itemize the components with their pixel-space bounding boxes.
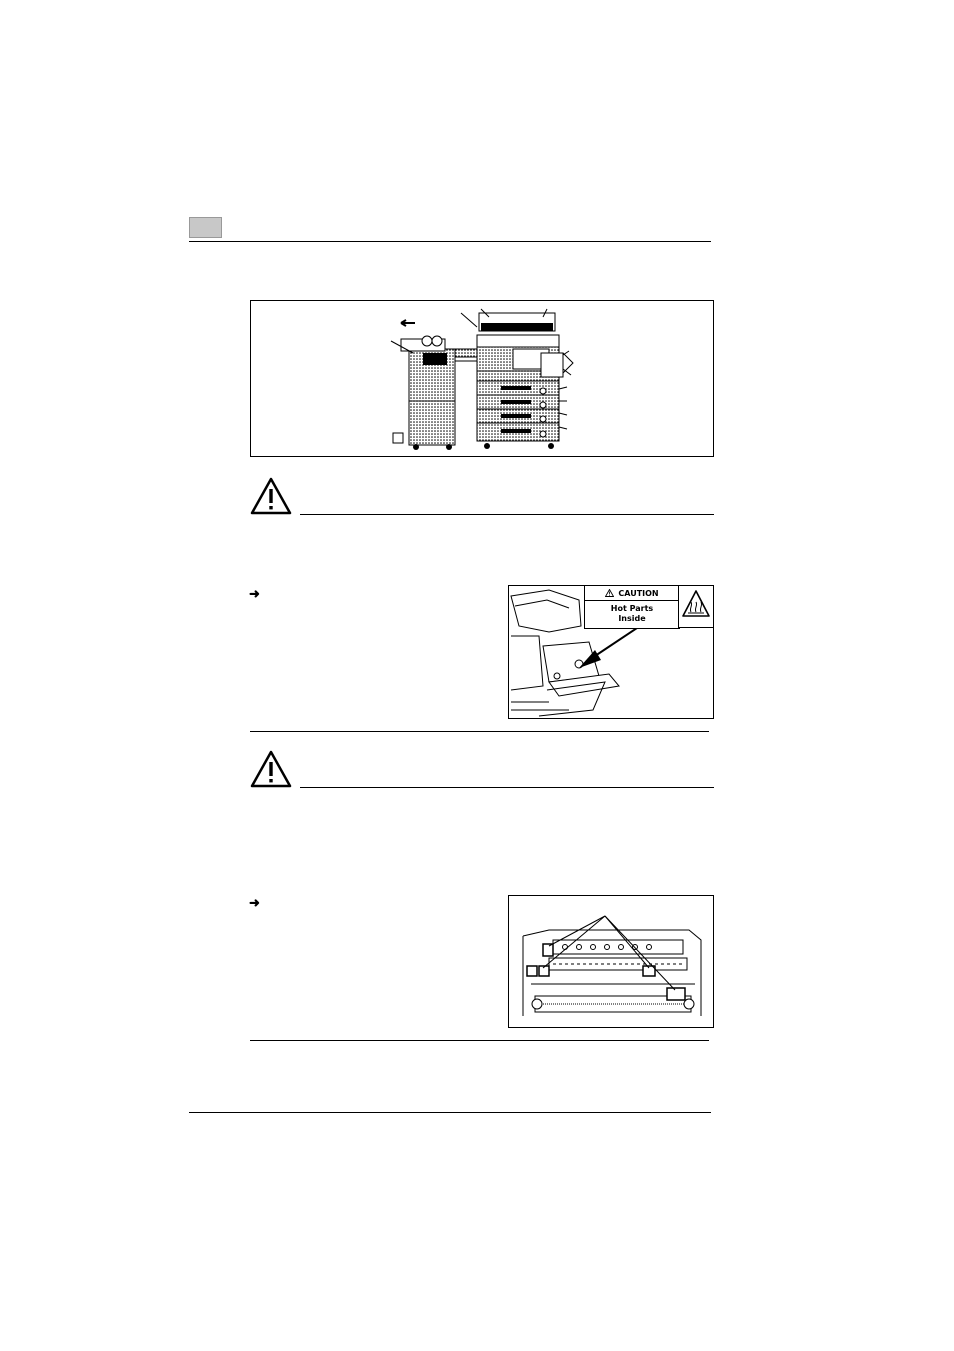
caution-title: CAUTION	[618, 588, 659, 598]
section-rule-2	[250, 1040, 709, 1041]
caution-label-illustration	[508, 585, 714, 719]
caution-line-2: Inside	[618, 614, 646, 623]
machine-interior-drawing	[509, 896, 713, 1027]
hot-surface-icon	[679, 586, 713, 627]
caution-text	[585, 601, 679, 624]
bullet-arrow-2: ➜	[249, 895, 260, 910]
warning-rule-2	[300, 787, 714, 788]
caution-sticker-header	[585, 586, 679, 601]
header-rule	[189, 241, 711, 242]
warning-triangle-icon	[250, 477, 292, 515]
footer-rule	[189, 1112, 711, 1113]
section-rule-1	[250, 731, 709, 732]
warning-triangle-icon	[250, 750, 292, 788]
warning-rule-1	[300, 514, 714, 515]
machine-illustration-frame	[250, 300, 714, 457]
copier-illustration	[251, 301, 713, 456]
internal-labels-illustration	[508, 895, 714, 1028]
page-tab	[189, 217, 222, 238]
hot-surface-box	[678, 586, 713, 628]
bullet-arrow-1: ➜	[249, 586, 260, 601]
caution-line-1: Hot Parts	[610, 604, 654, 613]
caution-sticker	[584, 586, 680, 629]
small-warning-icon	[605, 589, 614, 597]
